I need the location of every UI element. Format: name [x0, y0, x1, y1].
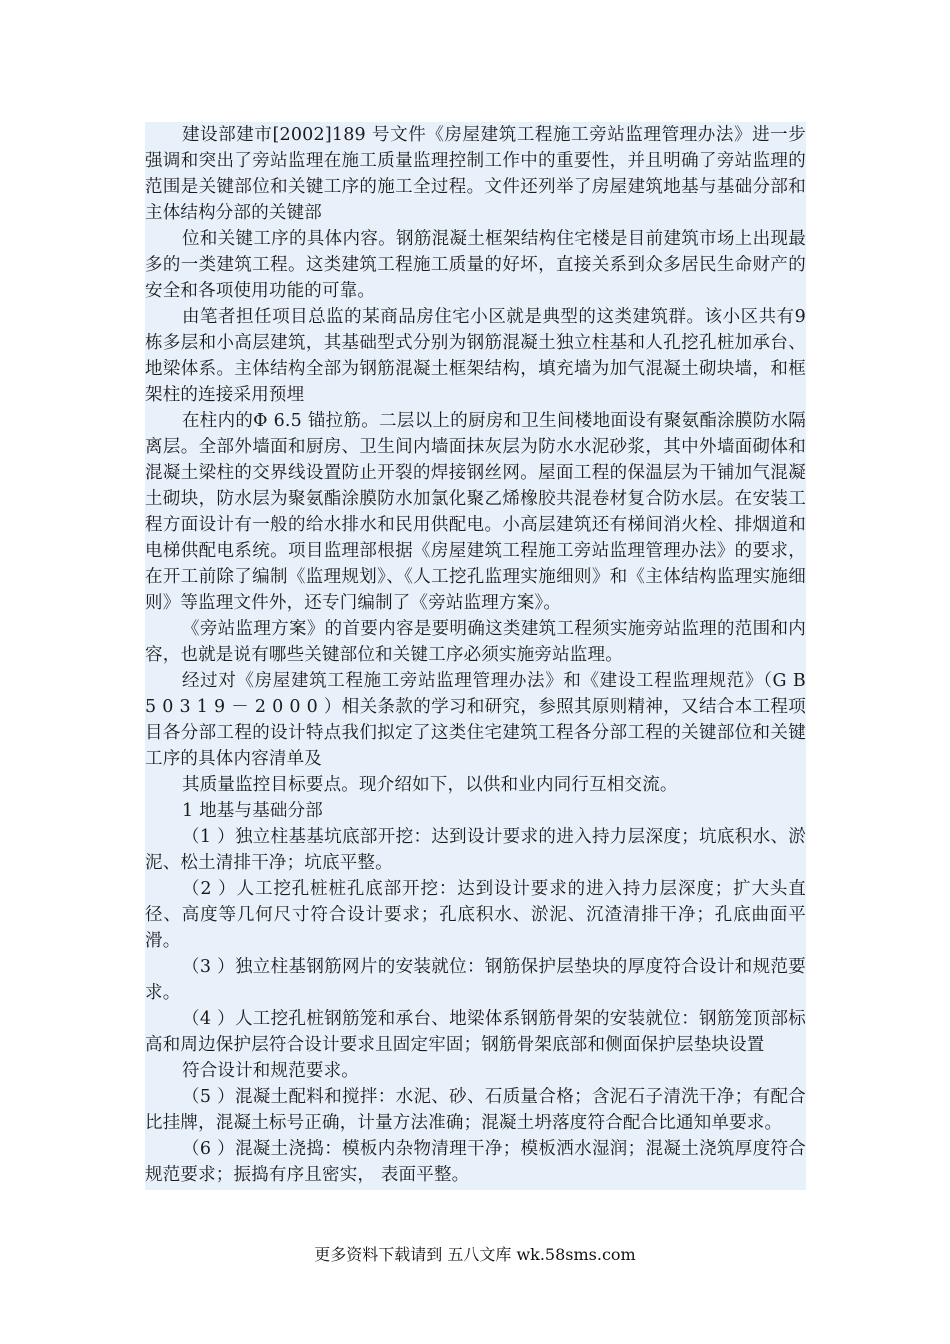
paragraph-plan-scope: 《旁站监理方案》的首要内容是要明确这类建筑工程须实施旁站监理的范围和内容，也就是说有哪些关键部位和关键工序必须实施旁站监理。	[145, 619, 806, 665]
list-item-2: （2 ）人工挖孔桩桩孔底部开挖：达到设计要求的进入持力层深度；扩大头直径、高度等几何尺寸符合设计要求；孔底积水、淤泥、沉渣清排干净；孔底曲面平滑。	[145, 879, 806, 951]
list-item-3: （3 ）独立柱基钢筋网片的安装就位：钢筋保护层垫块的厚度符合设计和规范要求。	[145, 957, 806, 1003]
paragraph-study: 经过对《房屋建筑工程施工旁站监理管理办法》和《建设工程监理规范》（G B 5 0 3 1 9 － 2 0 0 0 ）相关条款的学习和研究，参照其原则精神，又结合本工程项目各分部工程的设计特点我们拟定了这类住宅建筑工程各分部工程的关键部位和关键工序的具体内容清单及	[145, 671, 806, 769]
section-heading-foundation: 1 地基与基础分部	[182, 801, 323, 821]
footer-download-note: 更多资料下载请到 五八文库 wk.58sms.com	[314, 1245, 636, 1264]
paragraph-structure-details: 在柱内的Φ 6.5 锚拉筋。二层以上的厨房和卫生间楼地面设有聚氨酯涂膜防水隔离层。全部外墙面和厨房、卫生间内墙面抹灰层为防水水泥砂浆，其中外墙面砌体和混凝土梁柱的交界线设置防止开裂的焊接钢丝网。屋面工程的保温层为干铺加气混凝土砌块，防水层为聚氨酯涂膜防水加氯化聚乙烯橡胶共混卷材复合防水层。在安装工程方面设计有一般的给水排水和民用供配电。小高层建筑还有梯间消火栓、排烟道和电梯供配电系统。项目监理部根据《房屋建筑工程施工旁站监理管理办法》的要求，在开工前除了编制《监理规划》、《人工挖孔监理实施细则》和《主体结构监理实施细则》等监理文件外，还专门编制了《旁站监理方案》。	[145, 411, 806, 613]
list-item-1: （1 ）独立柱基基坑底部开挖：达到设计要求的进入持力层深度；坑底积水、淤泥、松土清排干净；坑底平整。	[145, 827, 806, 873]
list-item-5: （5 ）混凝土配料和搅拌：水泥、砂、石质量合格；含泥石子清洗干净；有配合比挂牌，混凝土标号正确，计量方法准确；混凝土坍落度符合配合比通知单要求。	[145, 1087, 806, 1133]
list-item-4-continued: 符合设计和规范要求。	[182, 1061, 359, 1081]
document-body	[145, 122, 806, 1190]
list-item-6: （6 ）混凝土浇捣：模板内杂物清理干净；模板洒水湿润；混凝土浇筑厚度符合规范要求；振捣有序且密实， 表面平整。	[145, 1139, 806, 1185]
paragraph-introduction-note: 其质量监控目标要点。现介绍如下，以供和业内同行互相交流。	[182, 775, 678, 795]
paragraph-intro: 建设部建市[2002]189 号文件《房屋建筑工程施工旁站监理管理办法》进一步强调和突出了旁站监理在施工质量监理控制工作中的重要性，并且明确了旁站监理的范围是关键部位和关键工序的施工全过程。文件还列举了房屋建筑地基与基础分部和主体结构分部的关键部	[145, 125, 806, 223]
list-item-4: （4 ）人工挖孔桩钢筋笼和承台、地梁体系钢筋骨架的安装就位：钢筋笼顶部标高和周边保护层符合设计要求且固定牢固；钢筋骨架底部和侧面保护层垫块设置	[145, 1009, 806, 1055]
paragraph-project-overview: 由笔者担任项目总监的某商品房住宅小区就是典型的这类建筑群。该小区共有9 栋多层和小高层建筑，其基础型式分别为钢筋混凝土独立柱基和人孔挖孔桩加承台、地梁体系。主体结构全部为钢筋混凝土框架结构，填充墙为加气混凝土砌块墙，和框架柱的连接采用预埋	[145, 307, 806, 405]
paragraph-key-process: 位和关键工序的具体内容。钢筋混凝土框架结构住宅楼是目前建筑市场上出现最多的一类建筑工程。这类建筑工程施工质量的好坏，直接关系到众多居民生命财产的安全和各项使用功能的可靠。	[145, 229, 806, 301]
